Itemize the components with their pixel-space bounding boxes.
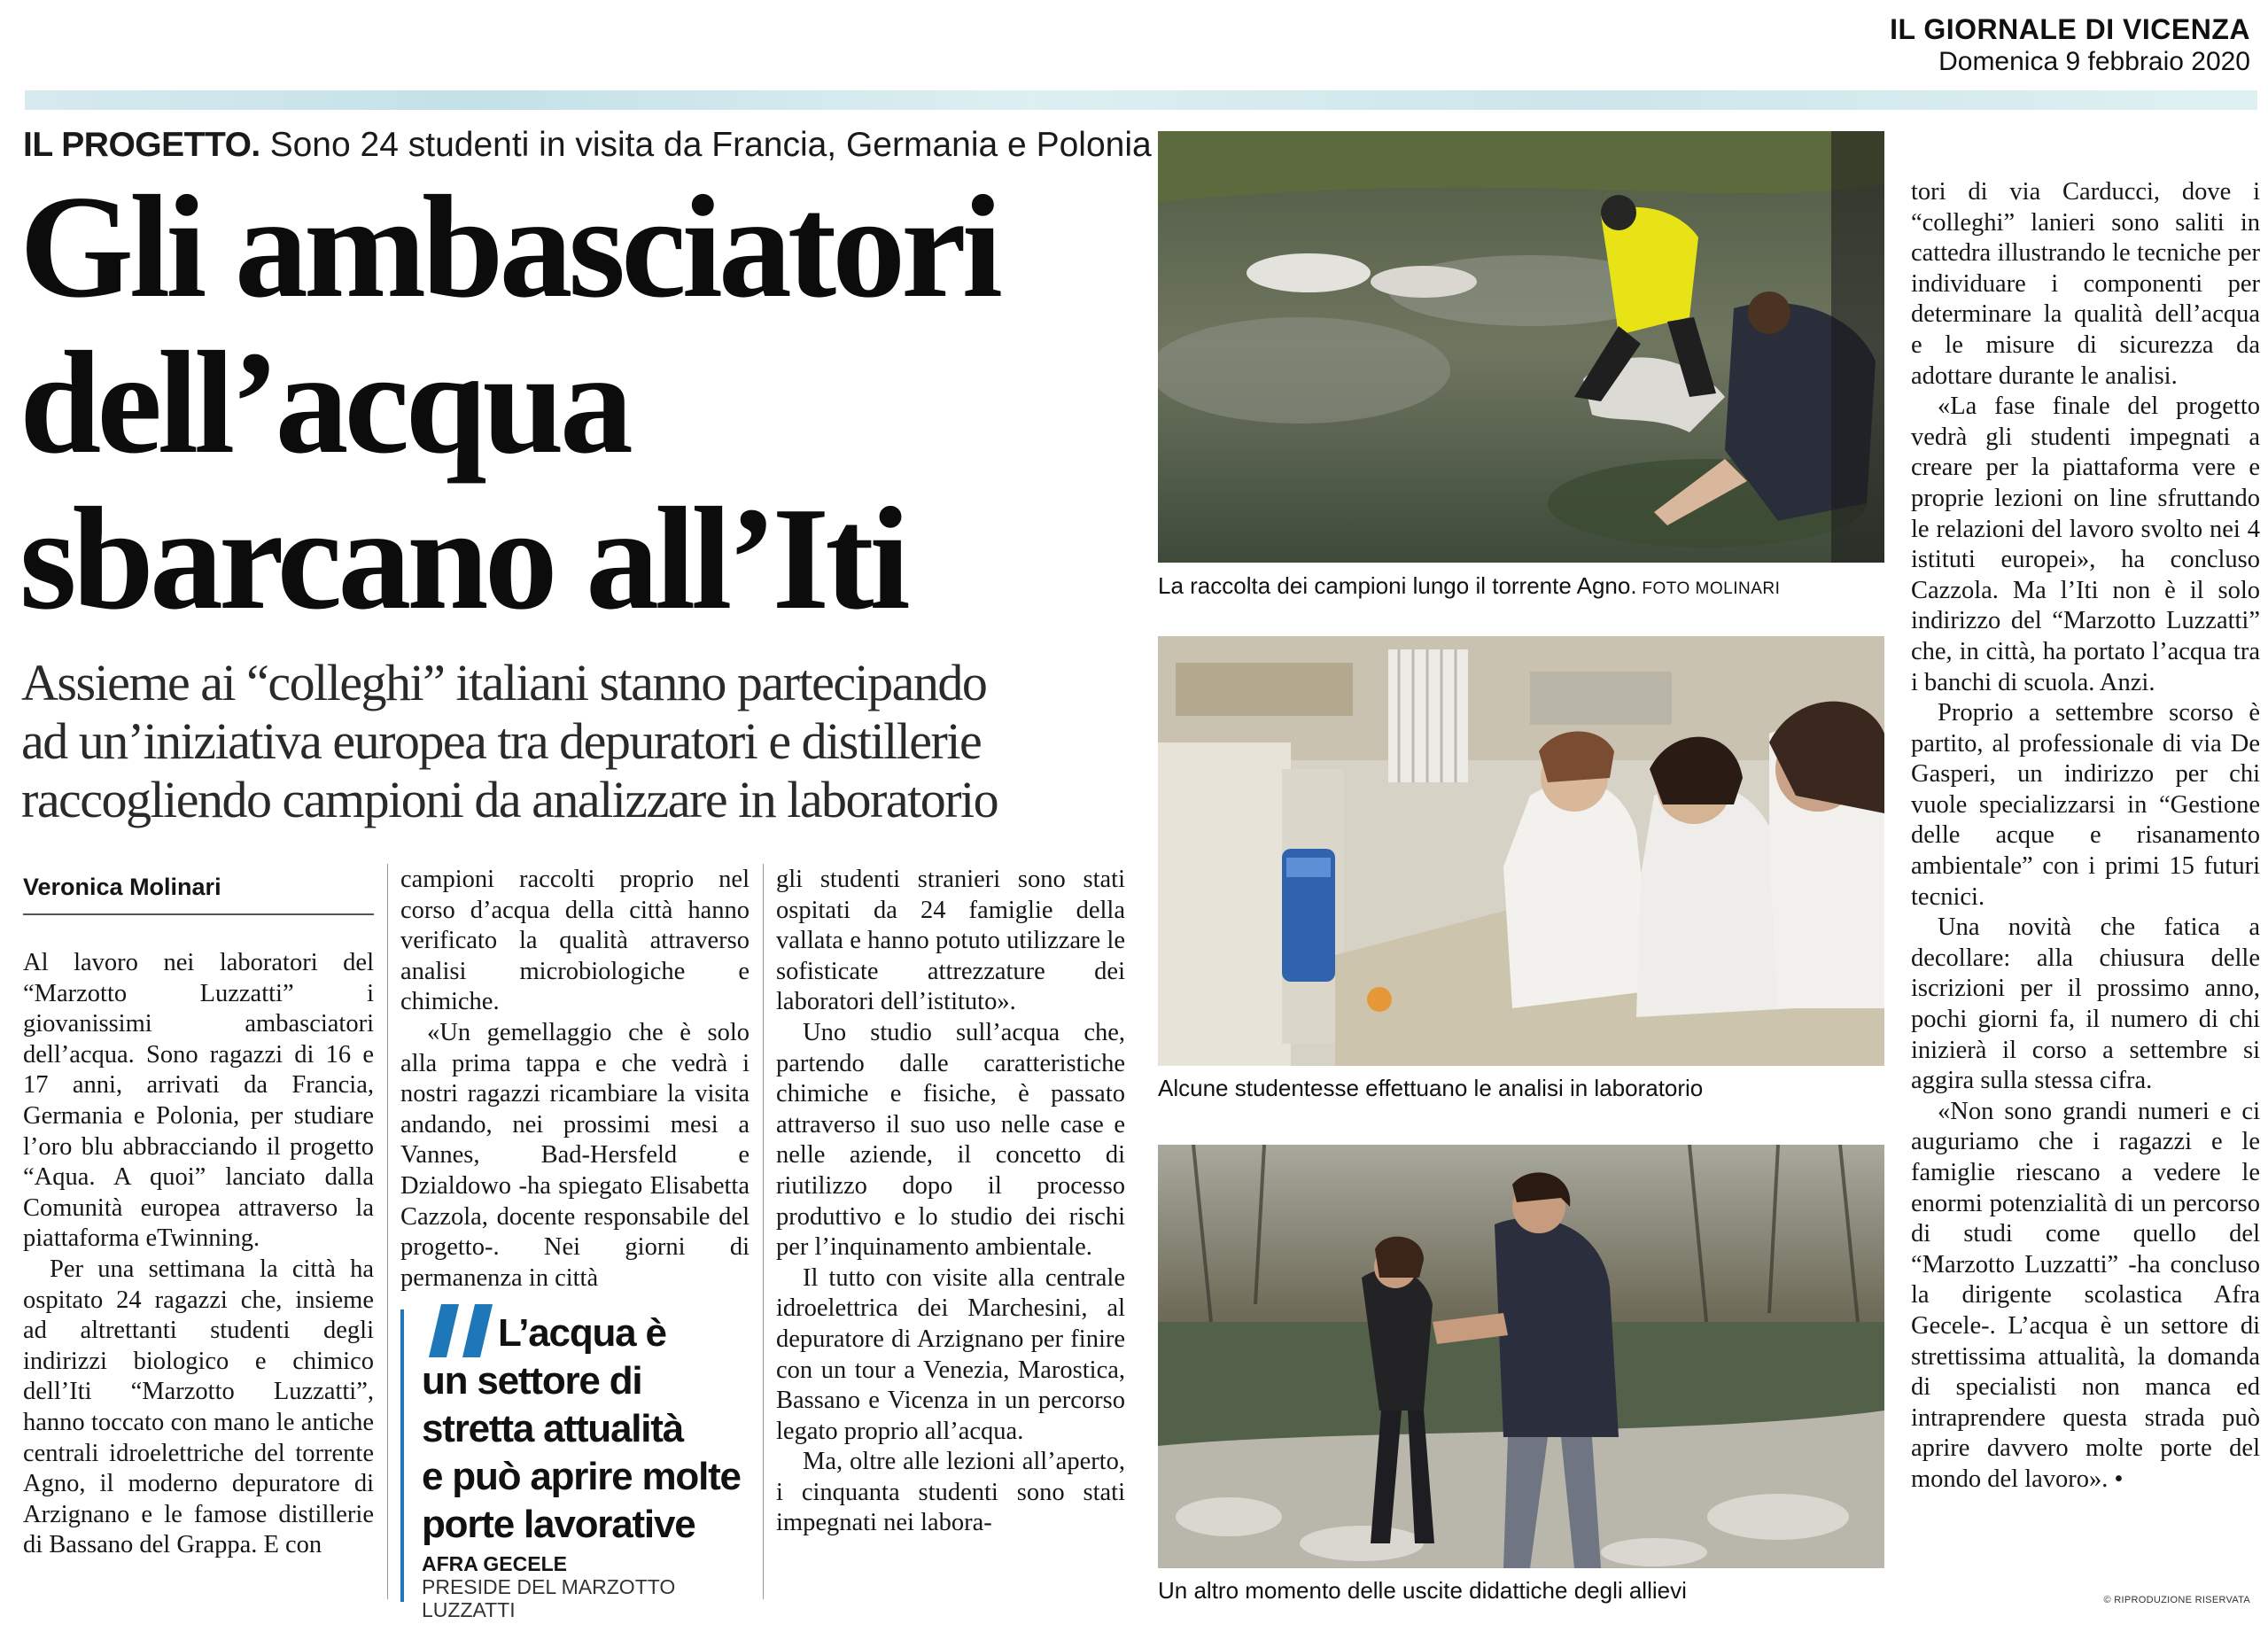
pull-quote-line: e può aprire molte [422, 1455, 741, 1498]
pull-quote [400, 1309, 750, 1621]
caption-text: Alcune studentesse effettuano le analisi in laboratorio [1158, 1075, 1704, 1101]
headline-line: sbarcano all’Iti [19, 477, 906, 640]
pull-quote-line: un settore di [422, 1359, 642, 1403]
paragraph: Al lavoro nei laboratori del “Marzotto Luzzatti” i giovanissimi ambasciatori dell’acqua. Sono ragazzi di 16 e 17 anni, arrivati da Francia, Germania e Polonia, per studiare l’oro blu abbracciando il progetto “Aqua. A quoi” lanciato dalla Comunità europea attraverso la piattaforma eTwinning. [23, 949, 374, 1253]
pull-quote-line: porte lavorative [422, 1503, 695, 1546]
paragraph: «Non sono grandi numeri e ci auguriamo che i ragazzi e le famiglie riescano a vedere le enormi potenzialità di un percorso di studi come quello del “Marzotto Luzzatti” -ha concluso la dirigente scolastica Afra Gecele-. L’acqua è un settore di strettissima attualità, la domanda di specialisti non manca ed intraprendere questa strada può aprire davvero molte porte del mondo del lavoro». • [1911, 1097, 2260, 1493]
caption-text: La raccolta dei campioni lungo il torrente Agno. [1158, 572, 1637, 599]
headline [19, 165, 1136, 640]
quote-mark-icon [429, 1304, 493, 1357]
article-column-2 [400, 865, 750, 1294]
kicker-text: Sono 24 studenti in visita da Francia, Germania e Polonia [260, 126, 1152, 164]
photo-caption [1158, 1576, 1687, 1605]
photo-laboratory [1158, 636, 1884, 1066]
kicker-label: IL PROGETTO. [23, 126, 260, 164]
column-rule [387, 864, 388, 1599]
paragraph: Per una settimana la città ha ospitato 24 ragazzi che, insieme ad altrettanti studenti degli indirizzi biologico e chimico dell’Iti “Marzotto Luzzatti”, hanno toccato con mano le antiche centrali idroelettriche del torrente Agno, il moderno depuratore di Arzignano e le famose distillerie di Bassano del Grappa. E con [23, 1255, 374, 1559]
pull-quote-author-role: PRESIDE DEL MARZOTTO LUZZATTI [422, 1575, 676, 1621]
paragraph: Uno studio sull’acqua che, partendo dalle caratteristiche chimiche e fisiche, è passato attraverso il suo uso nelle case e nelle aziende, il concetto di riutilizzo dopo il processo produttivo e lo studio dei rischi per l’inquinamento ambientale. [776, 1018, 1125, 1262]
paragraph: Il tutto con visite alla centrale idroelettrica dei Marchesini, al depuratore di Arzignano per finire con un tour a Venezia, Marostica, Bassano e Vicenza in un percorso legato proprio all’acqua. [776, 1263, 1125, 1445]
article-column-3 [776, 865, 1125, 1539]
article-column-1 [23, 948, 374, 1561]
headline-line: Gli ambasciatori [19, 165, 998, 328]
paragraph: gli studenti stranieri sono stati ospitati da 24 famiglie della vallata e hanno potuto utilizzare le sofisticate attrezzature dei laboratori dell’istituto». [776, 866, 1125, 1016]
paragraph: Proprio a settembre scorso è partito, al professionale di via De Gasperi, un indirizzo per chi vuole specializzarsi in “Gestione delle acque e risanamento ambientale” con i primi 15 futuri tecnici. [1911, 699, 2260, 911]
masthead [1890, 12, 2250, 78]
subheadline-line: ad un’iniziativa europea tra depuratori e distillerie [21, 712, 982, 770]
subheadline-line: raccogliendo campioni da analizzare in laboratorio [21, 771, 998, 828]
headline-line: dell’acqua [19, 321, 629, 484]
subheadline-line: Assieme ai “colleghi” italiani stanno partecipando [21, 654, 987, 711]
paragraph: Ma, oltre alle lezioni all’aperto, i cinquanta studenti sono stati impegnati nei labora- [776, 1448, 1125, 1537]
byline: Veronica Molinari [23, 873, 374, 915]
paragraph: «Un gemellaggio che è solo alla prima tappa e che vedrà i nostri ragazzi ricambiare la visita andando, nei prossimi mesi a Vannes, Bad-Hersfeld e Dzialdowo -ha spiegato Elisabetta Cazzola, docente responsabile del progetto-. Nei giorni di permanenza in città [400, 1018, 750, 1292]
top-color-band [25, 90, 2257, 110]
photo-river-outing [1158, 1145, 1884, 1568]
photo-caption [1158, 1074, 1703, 1102]
paragraph: campioni raccolti proprio nel corso d’acqua della città hanno verificato la qualità attraverso analisi microbiologiche e chimiche. [400, 866, 750, 1016]
kicker [23, 124, 1152, 167]
copyright-notice: © RIPRODUZIONE RISERVATA [2103, 1595, 2250, 1605]
photo-river-sampling [1158, 131, 1884, 563]
photo-caption [1158, 571, 1780, 603]
subheadline [21, 654, 1146, 829]
pull-quote-author: AFRA GECELE [422, 1552, 567, 1575]
column-rule [763, 864, 764, 1599]
issue-date: Domenica 9 febbraio 2020 [1938, 47, 2250, 76]
photo-credit: FOTO MOLINARI [1636, 579, 1781, 598]
pull-quote-line: L’acqua è [498, 1311, 666, 1355]
caption-text: Un altro momento delle uscite didattiche degli allievi [1158, 1577, 1687, 1604]
pull-quote-line: stretta attualità [422, 1407, 684, 1450]
newspaper-name: IL GIORNALE DI VICENZA [1890, 13, 2250, 45]
article-column-4 [1911, 177, 2260, 1496]
paragraph: Una novità che fatica a decollare: alla chiusura delle iscrizioni per il prossimo anno, pochi giorni fa, il numero di chi inizierà il corso a settembre si aggira sulla stessa cifra. [1911, 913, 2260, 1095]
paragraph: tori di via Carducci, dove i “colleghi” lanieri sono saliti in cattedra illustrando le tecniche per individuare i componenti per determinare la qualità dell’acqua e le misure di sicurezza da adottare durante le analisi. [1911, 178, 2260, 390]
paragraph: «La fase finale del progetto vedrà gli studenti impegnati a creare per la piattaforma vere e proprie lezioni on line sfruttando le relazioni del lavoro svolto nei 4 istituti europei», ha concluso Cazzola. Ma l’Iti non è il solo indirizzo del “Marzotto Luzzatti” che, in città, ha portato l’acqua tra i banchi di scuola. Anzi. [1911, 392, 2260, 696]
